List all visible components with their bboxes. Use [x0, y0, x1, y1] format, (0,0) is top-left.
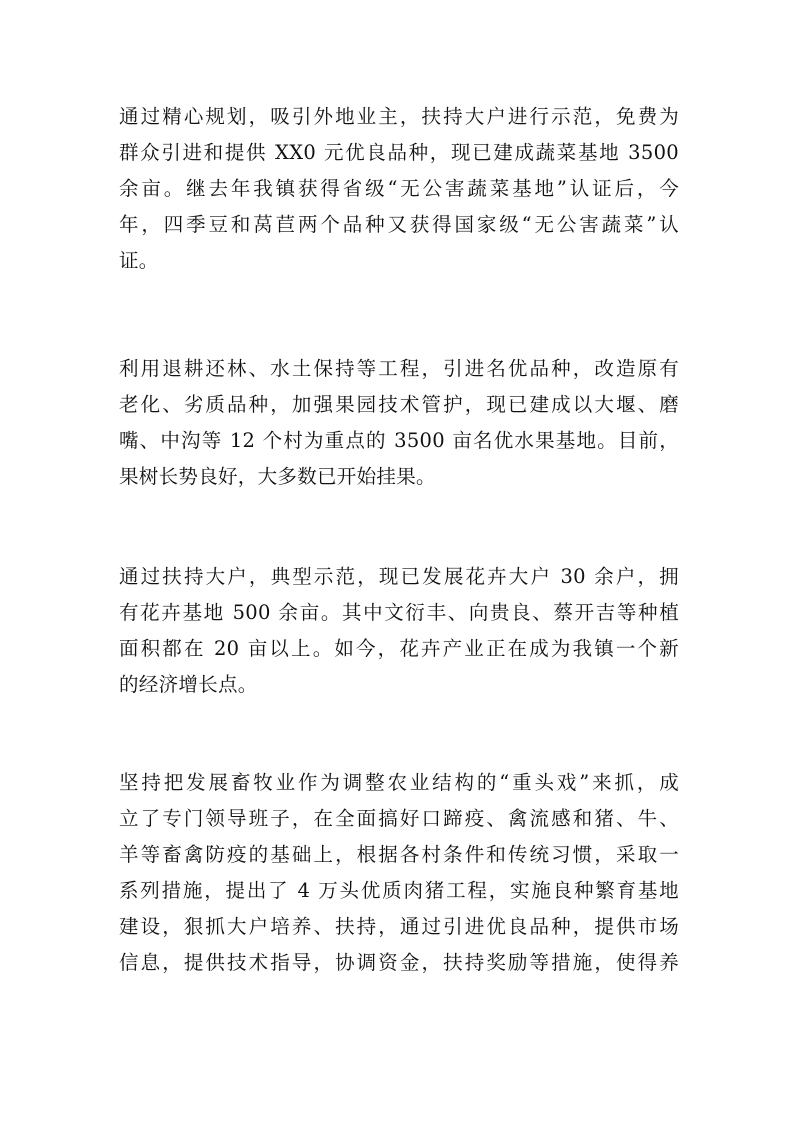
paragraph-fruit-base — [119, 351, 679, 495]
text-line: 嘴、中沟等 12 个村为重点的 3500 亩名优水果基地。目前， — [119, 429, 679, 452]
paragraph-livestock — [119, 765, 679, 981]
text-line: 面积都在 20 亩以上。如今，花卉产业正在成为我镇一个新 — [119, 637, 679, 660]
text-line: 年，四季豆和莴苣两个品种又获得国家级“无公害蔬菜”认 — [119, 213, 679, 236]
text-line: 建设，狠抓大户培养、扶持，通过引进优良品种，提供市场 — [119, 915, 679, 938]
text-line: 群众引进和提供 XX0 元优良品种，现已建成蔬菜基地 3500 — [119, 141, 679, 164]
text-line: 有花卉基地 500 余亩。其中文衍丰、向贵良、蔡开吉等种植 — [119, 601, 679, 624]
text-line: 通过精心规划，吸引外地业主，扶持大户进行示范，免费为 — [119, 105, 679, 128]
text-line: 信息，提供技术指导，协调资金，扶持奖励等措施，使得养 — [119, 951, 679, 974]
text-line: 果树长势良好，大多数已开始挂果。 — [119, 465, 436, 488]
text-line: 通过扶持大户，典型示范，现已发展花卉大户 30 余户，拥 — [119, 565, 679, 588]
text-line: 证。 — [119, 249, 159, 272]
text-line: 坚持把发展畜牧业作为调整农业结构的“重头戏”来抓，成 — [119, 771, 679, 794]
text-line: 的经济增长点。 — [119, 673, 258, 696]
paragraph-flower-industry — [119, 559, 679, 703]
text-line: 立了专门领导班子，在全面搞好口蹄疫、禽流感和猪、牛、 — [119, 807, 679, 830]
text-line: 利用退耕还林、水土保持等工程，引进名优品种，改造原有 — [119, 357, 679, 380]
paragraph-vegetable-base — [119, 99, 679, 279]
text-line: 系列措施，提出了 4 万头优质肉猪工程，实施良种繁育基地 — [119, 879, 679, 902]
text-line: 羊等畜禽防疫的基础上，根据各村条件和传统习惯，采取一 — [119, 843, 679, 866]
text-line: 余亩。继去年我镇获得省级“无公害蔬菜基地”认证后，今 — [119, 177, 679, 200]
text-line: 老化、劣质品种，加强果园技术管护，现已建成以大堰、磨 — [119, 393, 679, 416]
